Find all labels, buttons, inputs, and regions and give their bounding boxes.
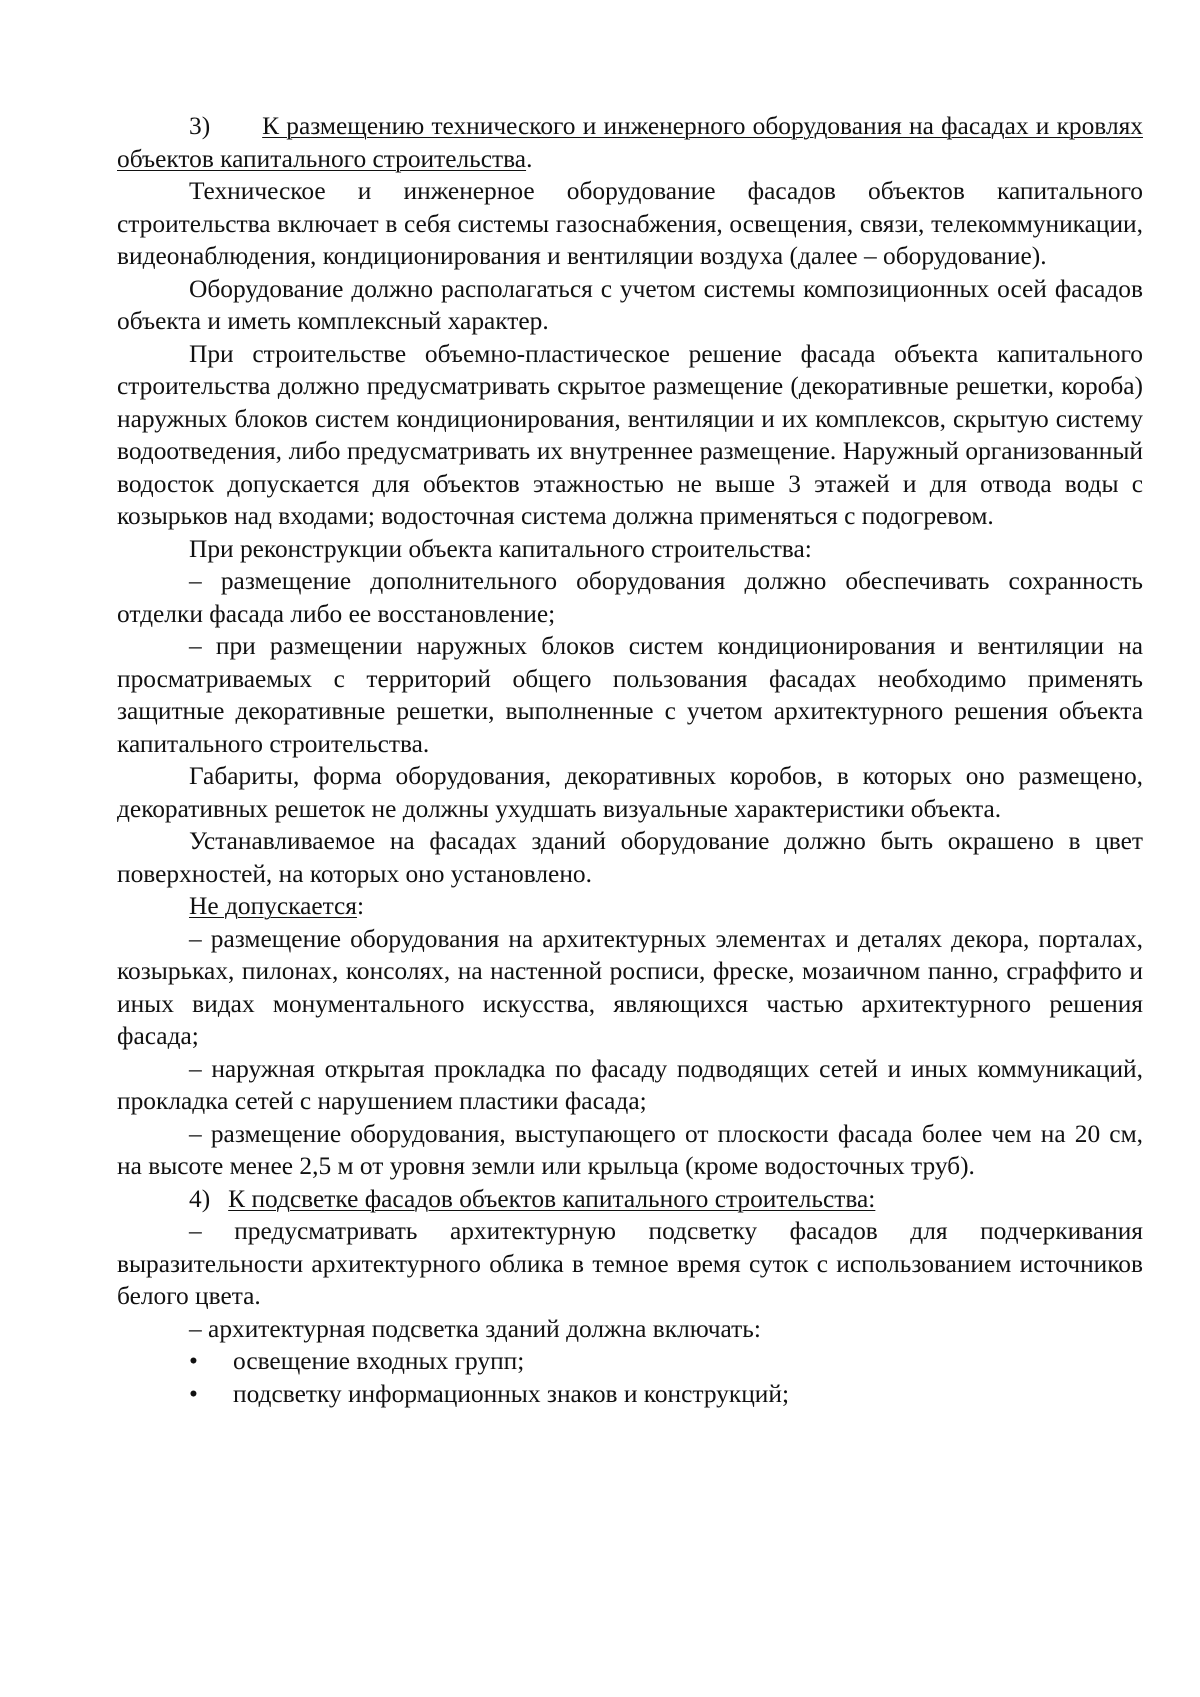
list-item-outdoor-units: – при размещении наружных блоков систем кондиционирования и вентиляции на просматриваемых с территорий общего пользования фасадах необходимо применять защитные декоративные решетки, выполненные с учетом архитектурного решения объекта капитального строительства. bbox=[117, 632, 1143, 758]
paragraph-construction: При строительстве объемно-пластическое решение фасада объекта капитального строительства должно предусматривать скрытое размещение (декоративные решетки, короба) наружных блоков систем кондиционирования, вентиляции и их комплексов, скрытую систему водоотведения, либо предусматривать их внутреннее размещение. Наружный организованный водосток допускается для объектов этажностью не выше 3 этажей и для отвода воды с козырьков над входами; водосточная система должна применяться с подогревом. bbox=[117, 339, 1143, 530]
list-item-protruding-equipment: – размещение оборудования, выступающего от плоскости фасада более чем на 20 см, на высоте менее 2,5 м от уровня земли или крыльца (кроме водосточных труб). bbox=[117, 1119, 1143, 1180]
not-allowed-label: Не допускается bbox=[189, 892, 357, 920]
bullet-item-entrance-lighting bbox=[117, 1345, 1143, 1378]
paragraph-dimensions: Габариты, форма оборудования, декоративных коробов, в которых оно размещено, декоративных решеток не должны ухудшать визуальные характеристики объекта. bbox=[117, 762, 1143, 823]
section-3-title: К размещению технического и инженерного оборудования на фасадах и кровлях объектов капитального строительства bbox=[117, 112, 1143, 173]
section-3-number: 3) bbox=[189, 112, 211, 140]
paragraph-reconstruction-intro: При реконструкции объекта капитального строительства: bbox=[189, 534, 812, 563]
list-item-architectural-lighting: – предусматривать архитектурную подсветку фасадов для подчеркивания выразительности архитектурного облика в темное время суток с использованием источников белого цвета. bbox=[117, 1217, 1143, 1310]
paragraph-equipment-definition: Техническое и инженерное оборудование фасадов объектов капитального строительства включает в себя системы газоснабжения, освещения, связи, телекоммуникации, видеонаблюдения, кондиционирования и вентиляции воздуха (далее – оборудование). bbox=[117, 177, 1143, 270]
list-item-decor-placement: – размещение оборудования на архитектурных элементах и деталях декора, порталах, козырьках, пилонах, консолях, на настенной росписи, фреске, мозаичном панно, сграффито и иных видах монументального искусства, являющихся частью архитектурного решения фасада; bbox=[117, 924, 1143, 1050]
list-item-lighting-includes: – архитектурная подсветка зданий должна включать: bbox=[189, 1314, 761, 1343]
bullet-text: освещение входных групп; bbox=[233, 1347, 525, 1375]
section-3-title-end: . bbox=[526, 144, 533, 173]
bullet-icon: • bbox=[189, 1347, 198, 1375]
bullet-item-sign-lighting bbox=[117, 1378, 1143, 1411]
section-3-heading bbox=[117, 110, 1143, 175]
section-4-heading bbox=[117, 1183, 1143, 1216]
section-4-number: 4) bbox=[189, 1184, 211, 1213]
not-allowed-end: : bbox=[356, 892, 365, 920]
paragraph-composition-axes: Оборудование должно располагаться с учетом системы композиционных осей фасадов объекта и иметь комплексный характер. bbox=[117, 274, 1143, 335]
list-item-open-wiring: – наружная открытая прокладка по фасаду подводящих сетей и иных коммуникаций, прокладка сетей с нарушением пластики фасада; bbox=[117, 1054, 1143, 1115]
bullet-text: подсветку информационных знаков и конструкций; bbox=[233, 1379, 790, 1408]
section-4-title: К подсветке фасадов объектов капитального строительства: bbox=[228, 1184, 876, 1213]
bullet-icon: • bbox=[189, 1379, 198, 1408]
paragraph-painting: Устанавливаемое на фасадах зданий оборудование должно быть окрашено в цвет поверхностей, на которых оно установлено. bbox=[117, 827, 1143, 888]
not-allowed-heading bbox=[117, 890, 1143, 923]
document-page bbox=[117, 110, 1143, 1410]
list-item-additional-equipment: – размещение дополнительного оборудования должно обеспечивать сохранность отделки фасада либо ее восстановление; bbox=[117, 567, 1143, 628]
